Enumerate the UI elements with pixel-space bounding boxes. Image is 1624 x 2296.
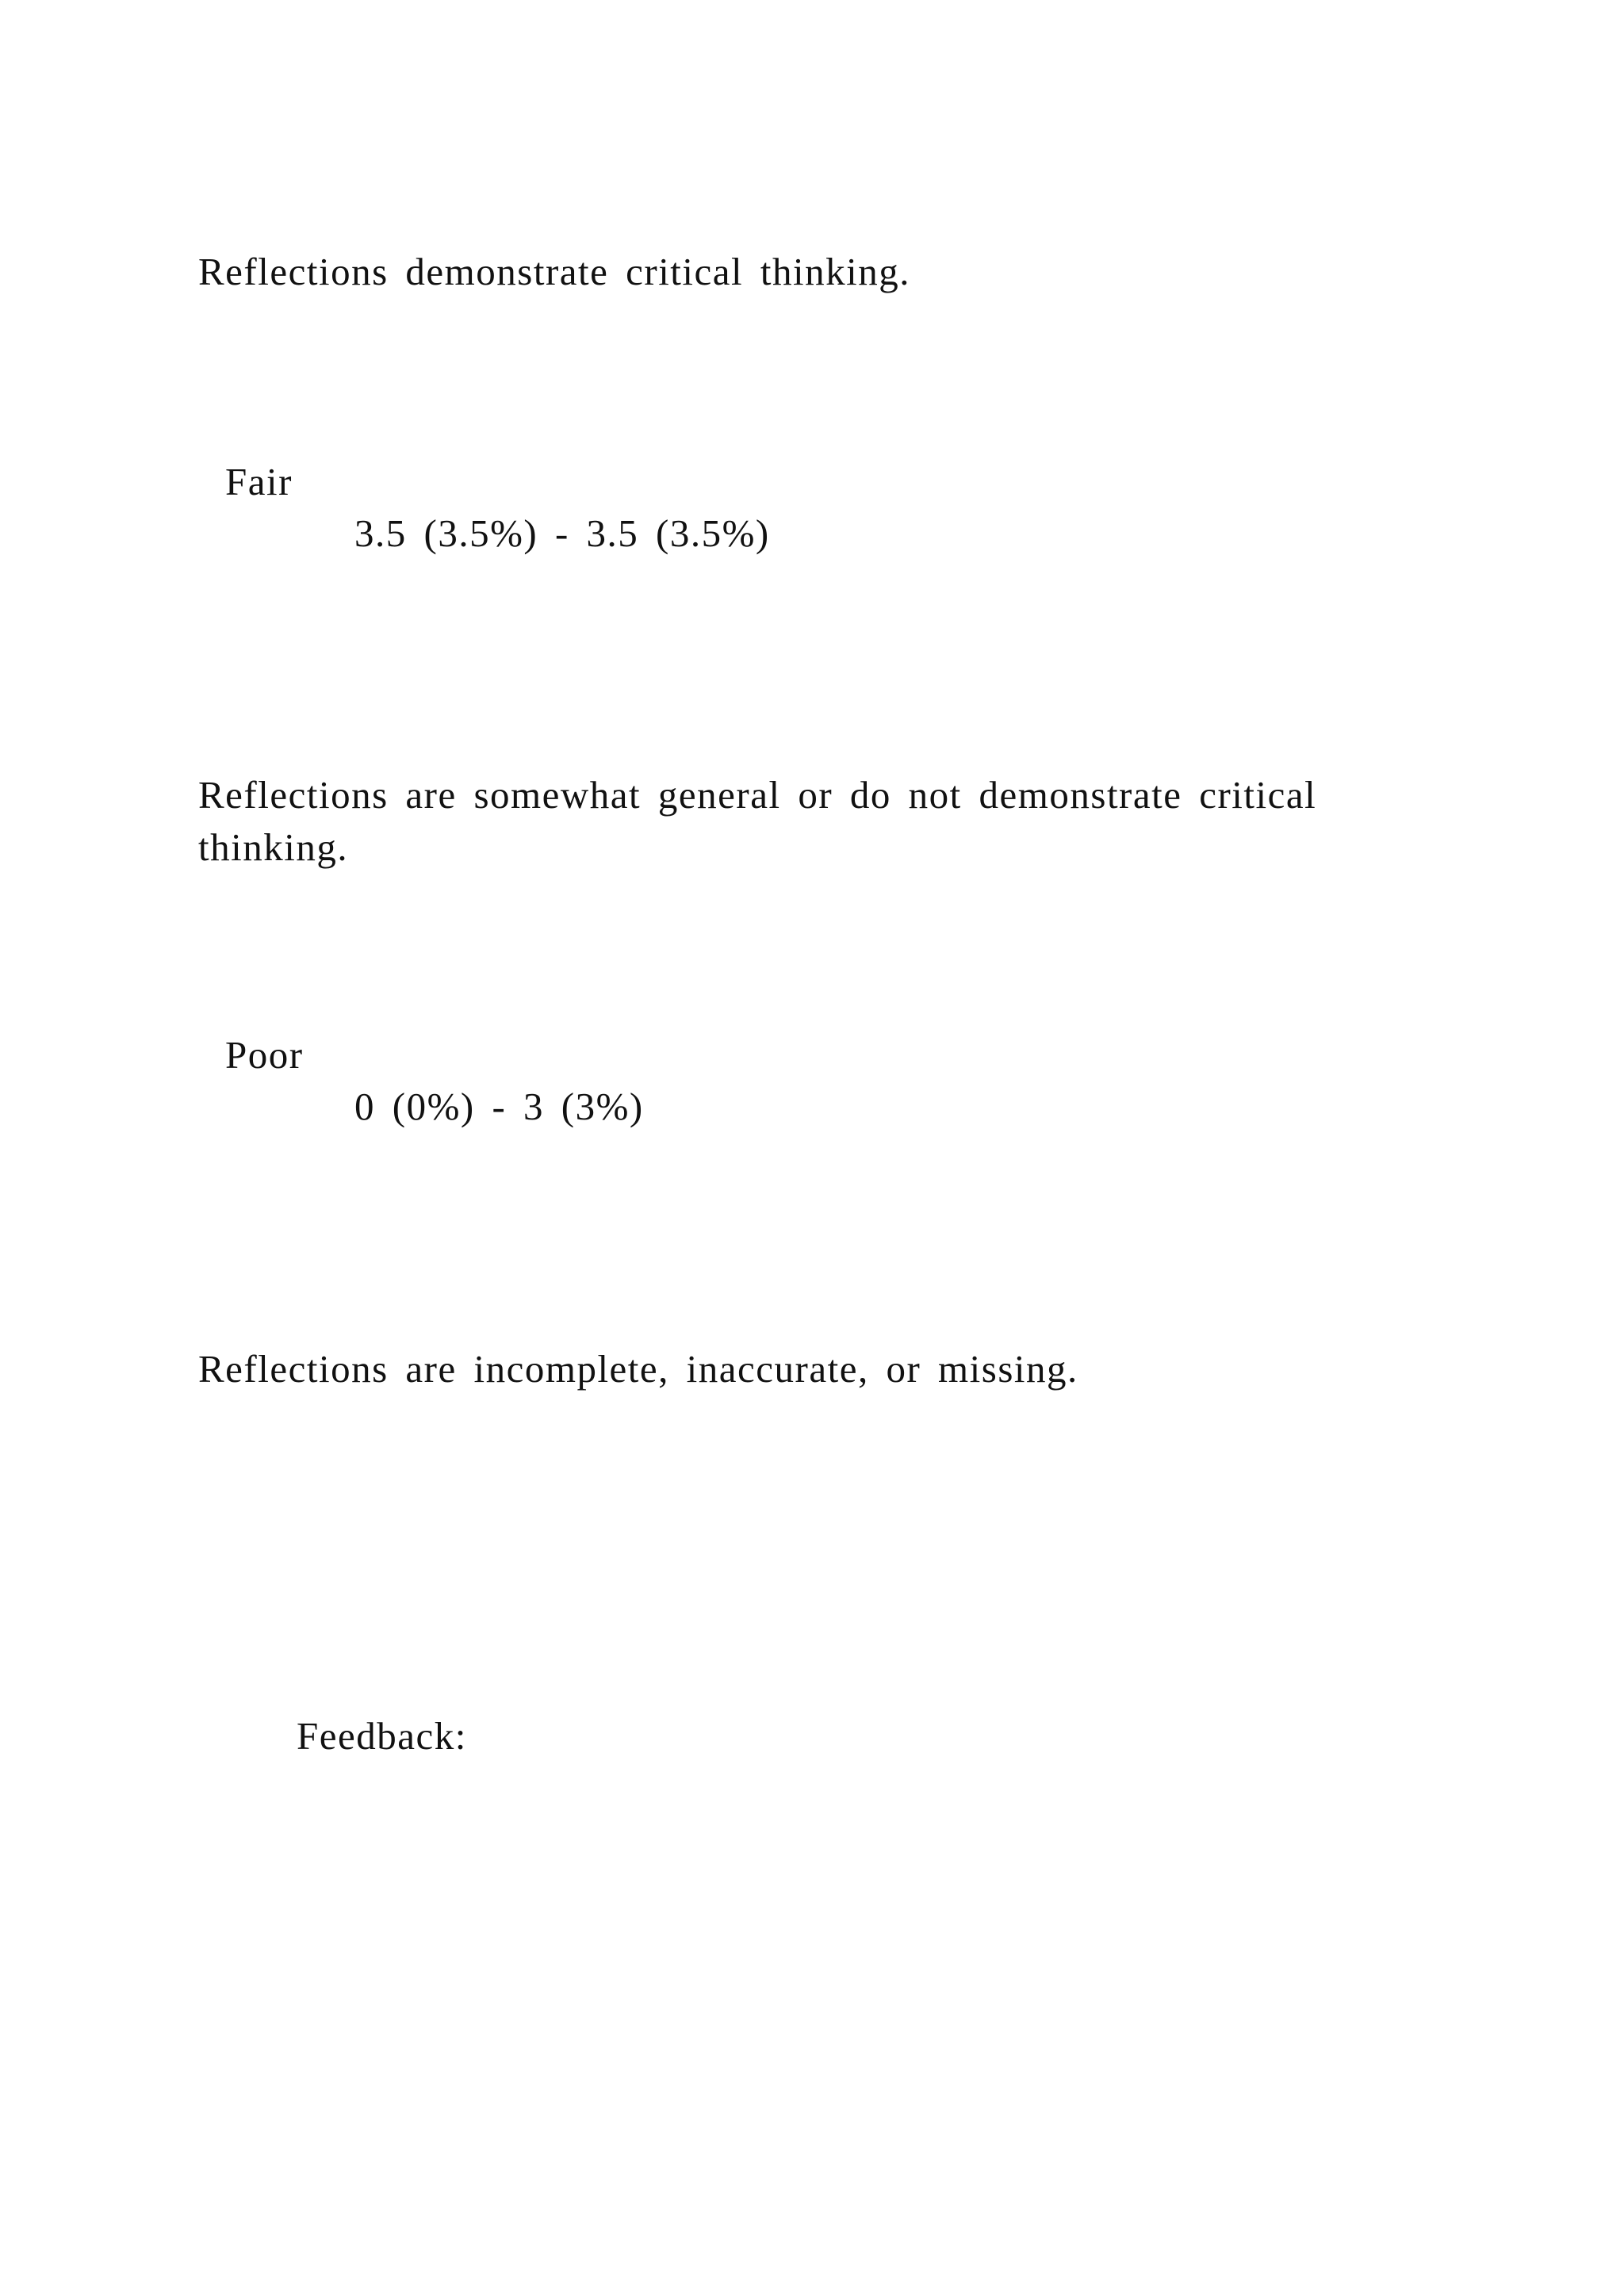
feedback-label: Feedback: [297, 1714, 467, 1758]
rating-range-poor: 0 (0%) - 3 (3%) [354, 1085, 644, 1128]
rating-level-poor: Poor [225, 1033, 304, 1077]
rating-level-fair: Fair [225, 460, 293, 503]
rating-description-poor: Reflections are incomplete, inaccurate, or missing. [198, 1347, 1078, 1391]
criterion-description-top: Reflections demonstrate critical thinking. [198, 250, 910, 293]
rating-range-fair: 3.5 (3.5%) - 3.5 (3.5%) [354, 511, 770, 555]
rating-description-fair: Reflections are somewhat general or do not demonstrate critical thinking. [198, 773, 1317, 869]
